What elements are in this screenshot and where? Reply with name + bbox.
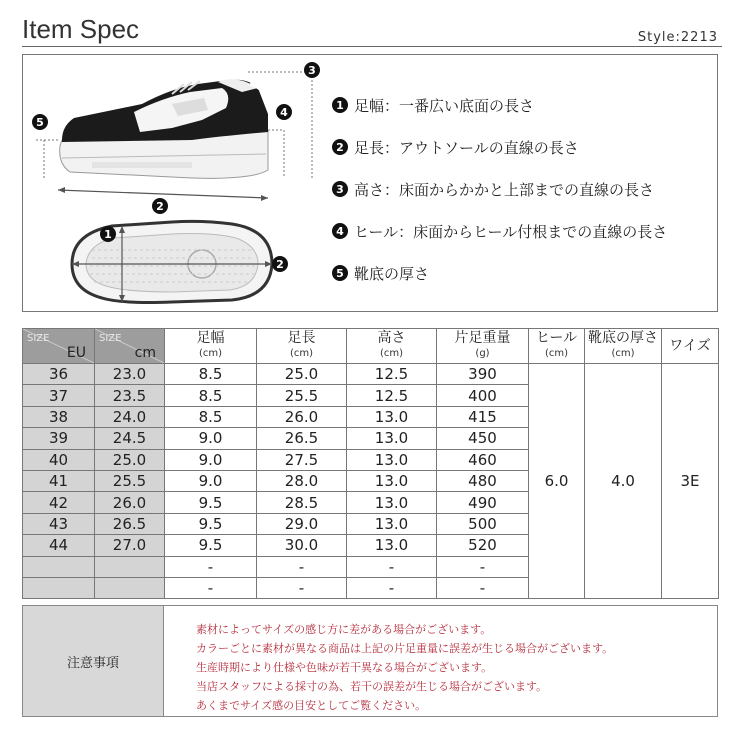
table-cell: 23.0: [95, 364, 165, 385]
notes-body: [164, 606, 717, 716]
table-cell: 27.5: [257, 449, 347, 470]
header-label: 高さ: [377, 330, 406, 346]
table-cell: 24.0: [95, 406, 165, 427]
table-cell: -: [165, 556, 257, 577]
style-code: Style:2213: [637, 30, 718, 45]
table-cell: -: [437, 556, 529, 577]
legend-text: 足長：アウトソールの直線の長さ: [354, 138, 579, 157]
size-table: [22, 328, 719, 599]
table-cell: 8.5: [165, 385, 257, 406]
note-line: 素材によってサイズの感じ方に差がある場合がございます。: [196, 623, 492, 636]
table-cell: 13.0: [347, 428, 437, 449]
legend-item-5: [332, 252, 722, 294]
legend-text: 足幅：一番広い底面の長さ: [354, 96, 535, 115]
table-cell: 9.5: [165, 513, 257, 534]
table-cell: 13.0: [347, 470, 437, 491]
table-cell: 480: [437, 470, 529, 491]
heel-value: 6.0: [529, 364, 585, 599]
notes-section: [22, 605, 718, 717]
table-cell: 27.0: [95, 535, 165, 556]
header-foot-width: [165, 329, 257, 364]
page-title: Item Spec: [22, 14, 140, 44]
table-cell: 29.0: [257, 513, 347, 534]
table-cell: 26.5: [257, 428, 347, 449]
table-cell: -: [347, 556, 437, 577]
legend-number: 2: [332, 139, 348, 155]
header-wise: [662, 329, 719, 364]
table-cell: 38: [23, 406, 95, 427]
table-cell: 9.0: [165, 428, 257, 449]
table-cell: 37: [23, 385, 95, 406]
table-cell: 13.0: [347, 535, 437, 556]
header-label: 片足重量: [454, 330, 511, 346]
table-cell: 39: [23, 428, 95, 449]
table-cell: 8.5: [165, 406, 257, 427]
header-unit: (cm): [289, 348, 314, 359]
shoe-side-view: [60, 79, 268, 178]
legend-number: 4: [332, 223, 348, 239]
table-cell: 490: [437, 492, 529, 513]
table-cell: -: [437, 577, 529, 598]
table-header-row: [23, 329, 719, 364]
table-cell: [23, 556, 95, 577]
notes-label: 注意事項: [23, 606, 164, 716]
table-cell: 28.5: [257, 492, 347, 513]
table-cell: 25.5: [257, 385, 347, 406]
table-cell: 9.5: [165, 492, 257, 513]
table-cell: 12.5: [347, 385, 437, 406]
table-cell: 30.0: [257, 535, 347, 556]
header-height: [347, 329, 437, 364]
header-size-cm: [95, 329, 165, 364]
table-cell: 9.0: [165, 470, 257, 491]
table-row: [23, 364, 719, 385]
table-cell: 26.0: [257, 406, 347, 427]
header-unit: (cm): [379, 348, 404, 359]
table-cell: [95, 577, 165, 598]
header-unit: (cm): [544, 348, 569, 359]
header-size-eu: [23, 329, 95, 364]
size-eu-bottom-label: EU: [66, 345, 86, 361]
size-cm-bottom-label: cm: [134, 345, 156, 361]
table-cell: 9.5: [165, 535, 257, 556]
marker-4-label: 4: [280, 106, 288, 119]
table-cell: 520: [437, 535, 529, 556]
marker-4: [276, 104, 292, 120]
table-cell: 36: [23, 364, 95, 385]
table-cell: -: [257, 577, 347, 598]
header-unit: (cm): [198, 348, 223, 359]
legend-item-4: [332, 210, 722, 252]
legend-text: 高さ：床面からかかと上部までの直線の長さ: [354, 180, 655, 199]
header-unit: (g): [475, 348, 490, 359]
table-cell: 44: [23, 535, 95, 556]
legend-number: 5: [332, 265, 348, 281]
table-cell: 25.5: [95, 470, 165, 491]
table-cell: 26.0: [95, 492, 165, 513]
marker-5: [32, 114, 48, 130]
table-cell: -: [165, 577, 257, 598]
legend-text: ヒール：床面からヒール付根までの直線の長さ: [354, 222, 668, 241]
marker-2-side: [152, 198, 168, 214]
table-cell: 13.0: [347, 492, 437, 513]
header-weight: [437, 329, 529, 364]
table-cell: -: [347, 577, 437, 598]
marker-2-sole-label: 2: [276, 258, 284, 271]
legend-number: 3: [332, 181, 348, 197]
table-cell: 42: [23, 492, 95, 513]
table-cell: 460: [437, 449, 529, 470]
table-cell: 25.0: [257, 364, 347, 385]
sole-thickness-value: 4.0: [585, 364, 662, 599]
table-cell: [95, 556, 165, 577]
table-cell: 8.5: [165, 364, 257, 385]
table-cell: -: [257, 556, 347, 577]
header-label: 靴底の厚さ: [588, 330, 658, 346]
table-cell: 26.5: [95, 513, 165, 534]
marker-5-label: 5: [36, 116, 44, 129]
legend-item-2: [332, 126, 722, 168]
note-line: 当店スタッフによる採寸の為、若干の誤差が生じる場合がございます。: [196, 680, 548, 693]
marker-2-sole: [272, 256, 288, 272]
table-cell: 400: [437, 385, 529, 406]
header-sole-thickness: [585, 329, 662, 364]
title-divider: [22, 46, 722, 47]
marker-3-label: 3: [308, 64, 316, 77]
table-cell: 28.0: [257, 470, 347, 491]
table-cell: 23.5: [95, 385, 165, 406]
table-cell: 500: [437, 513, 529, 534]
table-cell: 43: [23, 513, 95, 534]
note-line: 生産時期により仕様や色味が若干異なる場合がございます。: [196, 661, 493, 674]
size-eu-top-label: SIZE: [27, 333, 50, 344]
measurement-legend: [332, 84, 722, 294]
header-foot-length: [257, 329, 347, 364]
marker-3: [304, 62, 320, 78]
legend-number: 1: [332, 97, 348, 113]
legend-item-3: [332, 168, 722, 210]
table-cell: 13.0: [347, 406, 437, 427]
size-cm-top-label: SIZE: [99, 333, 122, 344]
table-cell: 415: [437, 406, 529, 427]
header-label: ワイズ: [669, 338, 711, 354]
table-cell: 9.0: [165, 449, 257, 470]
table-cell: 450: [437, 428, 529, 449]
marker-1: [100, 226, 116, 242]
table-cell: 13.0: [347, 449, 437, 470]
table-cell: 24.5: [95, 428, 165, 449]
marker-1-label: 1: [104, 228, 112, 241]
note-line: カラーごとに素材が異なる商品は上記の片足重量に誤差が生じる場合がございます。: [196, 642, 614, 655]
table-cell: 41: [23, 470, 95, 491]
table-cell: 12.5: [347, 364, 437, 385]
legend-text: 靴底の厚さ: [354, 264, 430, 283]
shoe-illustration: [22, 54, 332, 312]
header-label: 足幅: [196, 330, 225, 346]
table-cell: 13.0: [347, 513, 437, 534]
table-cell: 25.0: [95, 449, 165, 470]
legend-item-1: [332, 84, 722, 126]
note-line: あくまでサイズ感の目安としてご覧ください。: [196, 699, 427, 712]
header-label: ヒール: [535, 330, 578, 346]
table-cell: 40: [23, 449, 95, 470]
table-cell: 390: [437, 364, 529, 385]
wise-value: 3E: [662, 364, 719, 599]
table-cell: [23, 577, 95, 598]
header-heel: [529, 329, 585, 364]
marker-2-side-label: 2: [156, 200, 164, 213]
header-label: 足長: [287, 330, 316, 346]
header-unit: (cm): [611, 348, 635, 359]
